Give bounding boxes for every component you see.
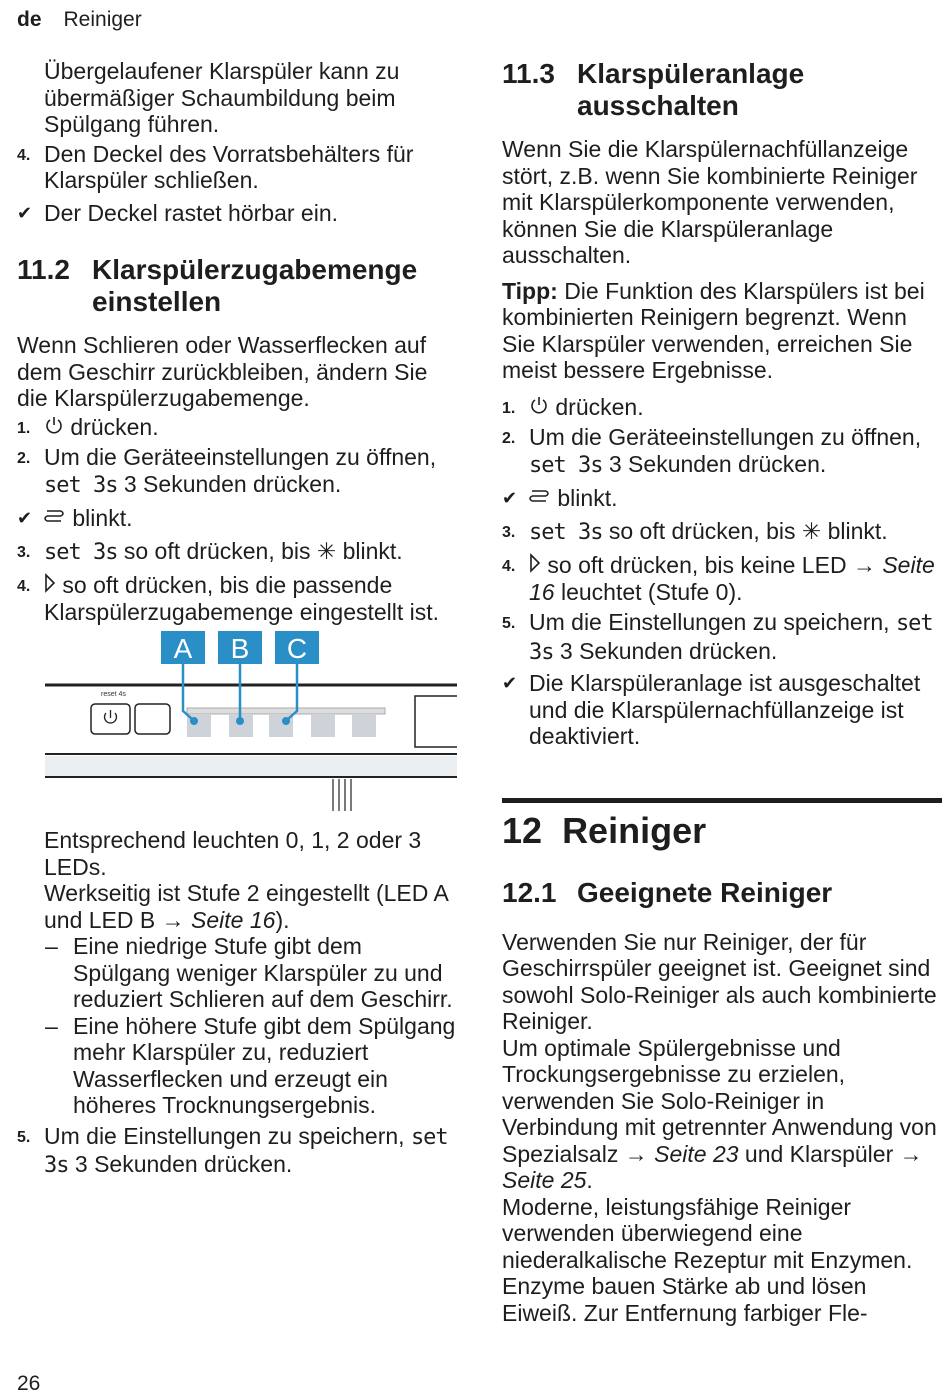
- modern-detergent-text: Moderne, leistungsfähige Reiniger verwenden überwiegend eine niederalkalische Rezeptur mit Enzymen. Enzyme bauen Stärke ab und lösen Eiweiß. Zur Entfernung farbiger Fle-: [502, 1193, 913, 1326]
- factory-setting-text: Werkseitig ist Stufe 2 eingestellt (LED A und LED B → Seite 16).: [44, 880, 448, 933]
- tip-text: Tipp: Die Funktion des Klarspülers ist bei kombinierten Reinigern begrenzt. Wenn Sie Klarspüler verwenden, erreichen Sie meist bessere Ergebnisse.: [502, 277, 925, 383]
- rinse-aid-icon: [44, 505, 66, 532]
- page-ref: Seite 16: [191, 906, 276, 933]
- step-5: 5. Um die Einstellungen zu speichern, set 3s 3 Sekunden drücken.: [17, 1122, 448, 1178]
- sparkle-icon: ✳: [316, 537, 337, 564]
- empty-button: [135, 704, 170, 734]
- section-body: Wenn Sie die Klarspülernachfüllanzeige stört, z.B. wenn Sie kombinierte Reiniger mit Klarspülerkomponente verwenden, können Sie die Klarspüleranlage ausschalten.: [502, 136, 918, 268]
- check-icon: ✔: [502, 488, 518, 508]
- control-panel-figure: [17, 631, 457, 821]
- step-2: 2. Um die Geräteeinstellungen zu öffnen, set 3s 3 Sekunden drücken.: [502, 424, 922, 478]
- chapter-rule: [502, 798, 942, 803]
- section-heading-12-1: 12.1 Geeignete Reiniger: [502, 876, 833, 908]
- sparkle-icon: ✳: [801, 517, 822, 544]
- set-3s-key: set 3s: [44, 472, 118, 498]
- page-ref: Seite 25: [502, 1167, 587, 1193]
- section-title: Reiniger: [63, 8, 142, 31]
- optimal-results-text: Um optimale Spülergebnisse und Trockungsergebnisse zu erzielen, verwenden Sie Solo-Reiniger in Verbindung mit getrennter Anwendung von Spezialsalz → Seite 23 und Klarspüler → Seite 25.: [502, 1034, 937, 1193]
- power-button: [91, 704, 130, 734]
- step-1: 1. drücken.: [502, 393, 644, 420]
- set-3s-key: set 3s: [529, 611, 933, 665]
- chapter-heading: 12 Reiniger: [502, 809, 707, 851]
- result-rinse-aid-blinks: ✔ blinkt.: [17, 505, 133, 531]
- svg-text:C: C: [286, 633, 308, 664]
- result-lid-clicks: ✔ Der Deckel rastet hörbar ein.: [17, 199, 339, 226]
- step-4: 4. so oft drücken, bis die passende Klarspülerzugabemenge eingestellt ist.: [17, 572, 440, 625]
- step-4: 4. so oft drücken, bis keine LED → Seite 16 leuchtet (Stufe 0).: [502, 552, 935, 605]
- result-disabled: ✔ Die Klarspüleranlage ist ausgeschaltet und die Klarspülernachfüllanzeige ist deaktiviert.: [502, 670, 921, 749]
- result-rinse-aid-blinks: ✔ blinkt.: [502, 485, 618, 511]
- play-arrow-icon: [529, 552, 541, 579]
- page-ref: Seite 23: [654, 1140, 739, 1167]
- arrow-icon: →: [899, 1140, 923, 1167]
- left-column: [17, 58, 457, 1180]
- step-3: 3. set 3s so oft drücken, bis ✳ blinkt.: [502, 517, 888, 545]
- page-header: [17, 8, 142, 32]
- check-icon: ✔: [17, 202, 33, 223]
- right-column: [502, 58, 942, 1326]
- low-level-note: – Eine niedrige Stufe gibt dem Spülgang weniger Klarspüler zu und reduziert Schlieren auf dem Geschirr.: [45, 933, 453, 1012]
- power-icon: [529, 394, 549, 421]
- arrow-icon: →: [852, 552, 876, 578]
- arrow-icon: →: [161, 906, 185, 933]
- label-c: [275, 631, 319, 664]
- label-a: [161, 631, 205, 664]
- svg-text:A: A: [173, 633, 193, 664]
- led-count-text: Entsprechend leuchten 0, 1, 2 oder 3 LEDs.: [44, 827, 422, 880]
- arrow-icon: →: [624, 1140, 648, 1167]
- set-3s-key: set 3s: [44, 1124, 448, 1178]
- high-level-note: – Eine höhere Stufe gibt dem Spülgang mehr Klarspüler zu, reduziert Wasserflecken und erzeugt ein höheres Trocknungsergebnis.: [45, 1012, 456, 1118]
- power-icon: [44, 414, 64, 441]
- section-heading-11-3: 11.3 Klarspüleranlage ausschalten: [502, 58, 805, 121]
- step-4-close-lid: 4. Den Deckel des Vorratsbehälters für Klarspüler schließen.: [17, 140, 414, 193]
- step-5: 5. Um die Einstellungen zu speichern, set 3s 3 Sekunden drücken.: [502, 609, 933, 665]
- section-heading-11-2: 11.2 Klarspülerzugabemenge einstellen: [17, 254, 418, 317]
- play-arrow-icon: [44, 572, 56, 599]
- svg-text:B: B: [230, 633, 250, 664]
- step-2: 2. Um die Geräteeinstellungen zu öffnen, set 3s 3 Sekunden drücken.: [17, 444, 437, 498]
- rinse-aid-icon: [529, 485, 551, 512]
- language-code: de: [17, 8, 42, 31]
- set-3s-key: set 3s: [529, 452, 603, 478]
- label-b: [218, 631, 262, 664]
- set-3s-key: set 3s: [529, 519, 603, 545]
- intro-text: Übergelaufener Klarspüler kann zu übermäßiger Schaumbildung beim Spülgang führen.: [44, 58, 400, 137]
- step-3: 3. set 3s so oft drücken, bis ✳ blinkt.: [17, 537, 403, 565]
- panel-label: reset 4s: [101, 691, 126, 698]
- step-1: 1. drücken.: [17, 413, 159, 440]
- suitable-detergent-text: Verwenden Sie nur Reiniger, der für Geschirrspüler geeignet ist. Geeignet sind sowohl Solo-Reiniger als auch kombinierte Reiniger.: [502, 928, 937, 1034]
- section-body: Wenn Schlieren oder Wasserflecken auf dem Geschirr zurückbleiben, ändern Sie die Klarspülerzugabemenge.: [17, 332, 428, 411]
- check-icon: ✔: [17, 508, 33, 528]
- check-icon: ✔: [502, 673, 518, 693]
- set-3s-key: set 3s: [44, 539, 118, 565]
- page-number: 26: [17, 1372, 41, 1395]
- page-ref: Seite 16: [529, 552, 935, 605]
